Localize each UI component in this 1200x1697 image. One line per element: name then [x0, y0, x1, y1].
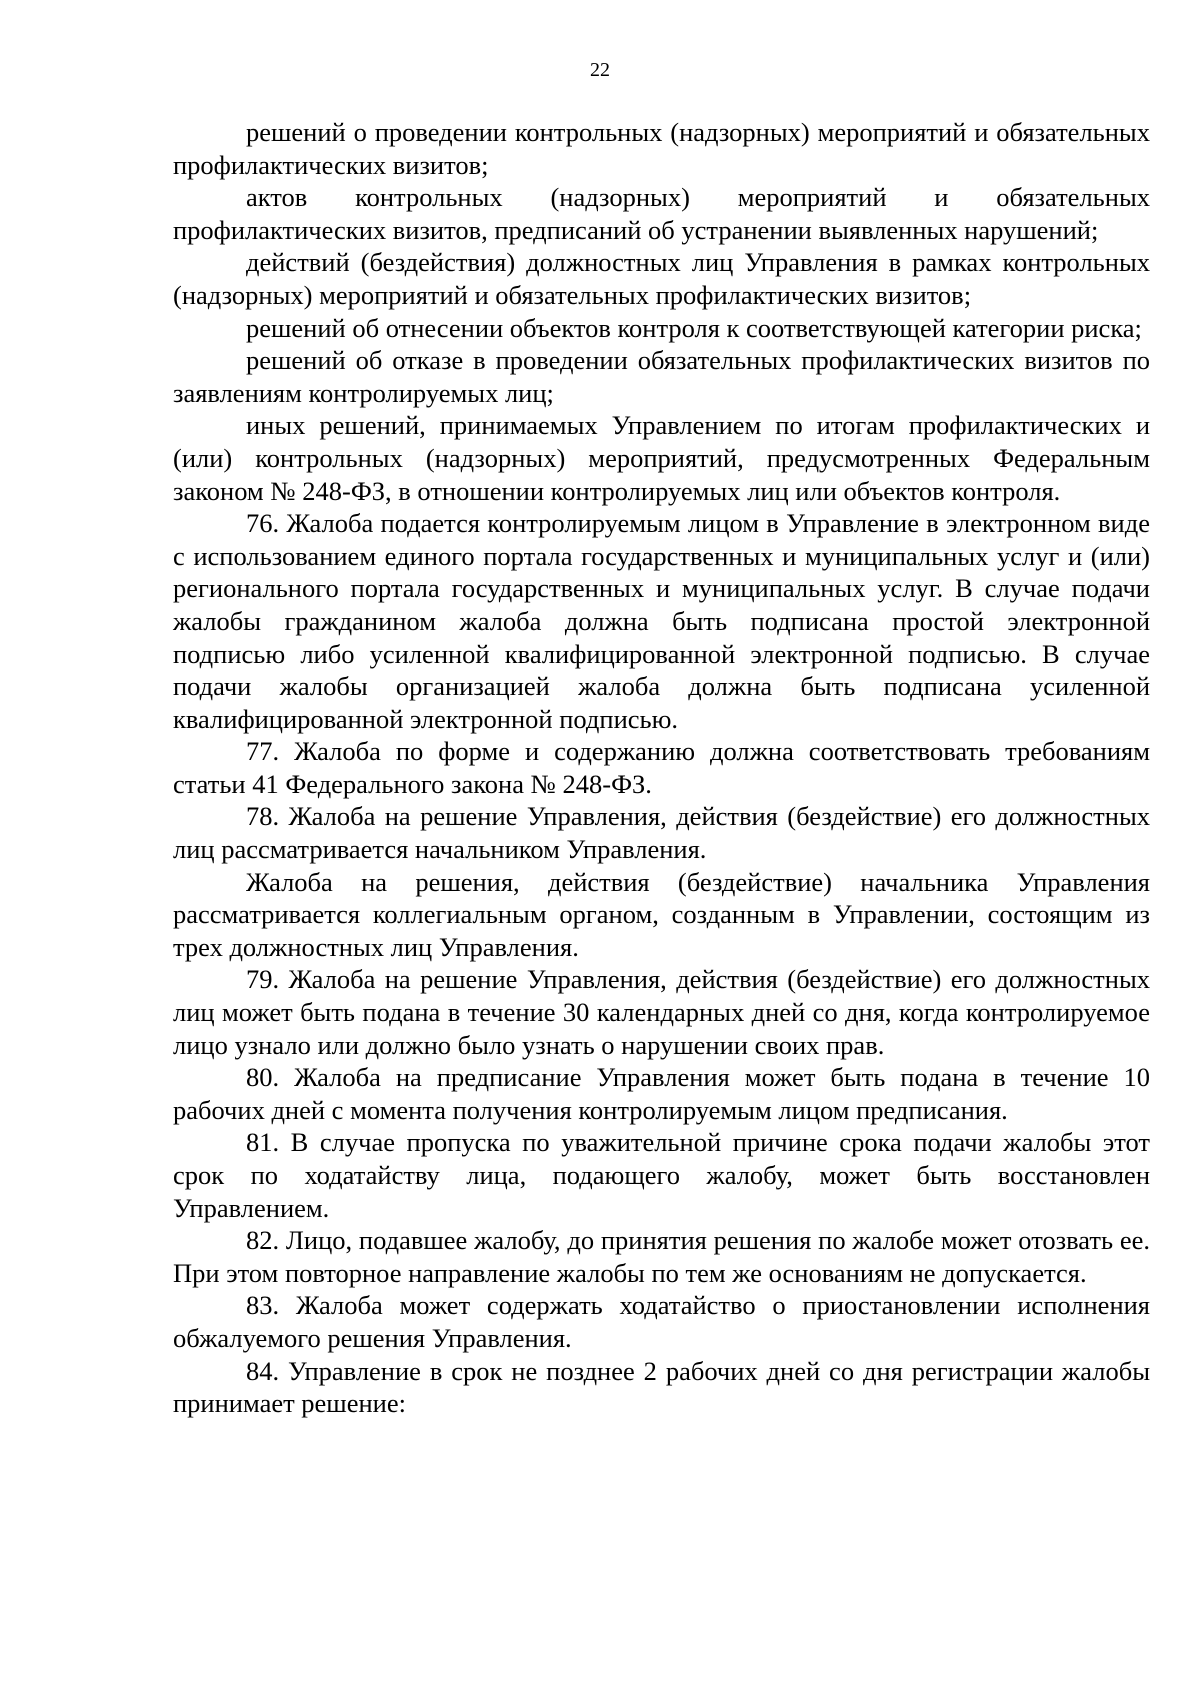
paragraph: Жалоба на решения, действия (бездействие) начальника Управления рассматривается коллегиальным органом, созданным в Управлении, состоящим из трех должностных лиц Управления.: [173, 866, 1150, 962]
paragraph: 81. В случае пропуска по уважительной причине срока подачи жалобы этот срок по ходатайству лица, подающего жалобу, может быть восстановлен Управлением.: [173, 1127, 1150, 1223]
paragraph: решений об отказе в проведении обязательных профилактических визитов по заявлениям контролируемых лиц;: [173, 345, 1150, 408]
paragraph: 78. Жалоба на решение Управления, действия (бездействие) его должностных лиц рассматривается начальником Управления.: [173, 801, 1150, 865]
paragraph: 77. Жалоба по форме и содержанию должна соответствовать требованиям статьи 41 Федерального закона № 248-ФЗ.: [173, 736, 1150, 799]
paragraph: 80. Жалоба на предписание Управления может быть подана в течение 10 рабочих дней с момента получения контролируемым лицом предписания.: [173, 1062, 1150, 1125]
paragraph: иных решений, принимаемых Управлением по итогам профилактических и (или) контрольных (надзорных) мероприятий, предусмотренных Федеральным законом № 248-ФЗ, в отношении контролируемых лиц или объектов контроля.: [173, 410, 1150, 506]
paragraph: 76. Жалоба подается контролируемым лицом в Управление в электронном виде с использованием единого портала государственных и муниципальных услуг и (или) регионального портала государственных и муниципальных услуг. В случае подачи жалобы гражданином жалоба должна быть подписана простой электронной подписью либо усиленной квалифицированной электронной подписью. В случае подачи жалобы организацией жалоба должна быть подписана усиленной квалифицированной электронной подписью.: [173, 508, 1150, 734]
paragraph: 79. Жалоба на решение Управления, действия (бездействие) его должностных лиц может быть подана в течение 30 календарных дней со дня, когда контролируемое лицо узнало или должно было узнать о нарушении своих прав.: [173, 964, 1150, 1060]
paragraph: 83. Жалоба может содержать ходатайство о приостановлении исполнения обжалуемого решения Управления.: [173, 1290, 1150, 1353]
paragraph: решений о проведении контрольных (надзорных) мероприятий и обязательных профилактических визитов;: [173, 117, 1150, 180]
paragraph: решений об отнесении объектов контроля к соответствующей категории риска;: [246, 312, 1142, 343]
page-number: 22: [590, 59, 610, 81]
document-body: [173, 116, 1150, 1420]
paragraph: 82. Лицо, подавшее жалобу, до принятия решения по жалобе может отозвать ее. При этом повторное направление жалобы по тем же основаниям не допускается.: [173, 1225, 1150, 1288]
paragraph: актов контрольных (надзорных) мероприятий и обязательных профилактических визитов, предписаний об устранении выявленных нарушений;: [173, 182, 1150, 245]
paragraph: 84. Управление в срок не позднее 2 рабочих дней со дня регистрации жалобы принимает решение:: [173, 1355, 1150, 1419]
paragraph: действий (бездействия) должностных лиц Управления в рамках контрольных (надзорных) мероприятий и обязательных профилактических визитов;: [173, 247, 1150, 310]
